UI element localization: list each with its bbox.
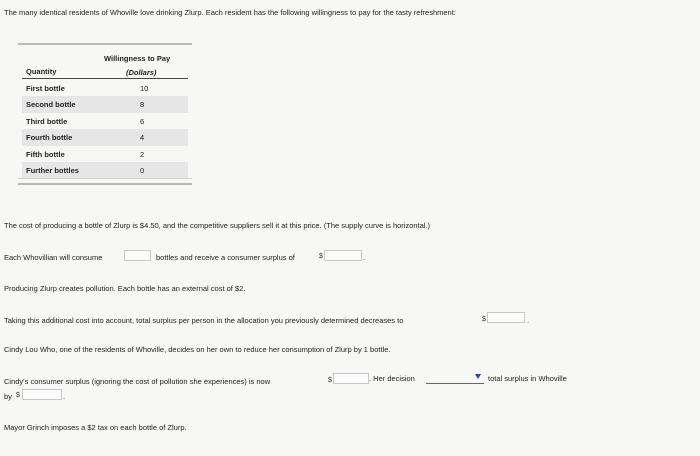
q1-period: . — [363, 253, 366, 262]
table-row — [22, 146, 188, 163]
header-wtp: Willingness to Pay — [104, 54, 171, 63]
table-top-border — [18, 43, 192, 45]
bottles-consumed-input[interactable] — [124, 250, 151, 261]
header-quantity: Quantity — [26, 67, 57, 76]
row-wtp: 0 — [140, 166, 145, 175]
row-wtp: 10 — [140, 84, 149, 93]
decision-dropdown[interactable] — [426, 370, 486, 384]
q2-period: . — [527, 316, 530, 325]
q1-text-middle: bottles and receive a consumer surplus of — [156, 253, 295, 262]
q1-text-before: Each Whovillian will consume — [4, 253, 103, 262]
supply-text: The cost of producing a bottle of Zlurp is $4.50, and the competitive suppliers sell it at this price. (The supply curve is horizontal.) — [4, 221, 431, 230]
q2-dollar-sign: $ — [482, 316, 486, 323]
total-surplus-input[interactable] — [487, 312, 525, 323]
q3-period: . — [63, 392, 66, 401]
row-quantity: Further bottles — [26, 166, 79, 175]
row-wtp: 4 — [140, 133, 145, 142]
pollution-text: Producing Zlurp creates pollution. Each bottle has an external cost of $2. — [4, 284, 246, 293]
q3-by: by — [4, 392, 12, 401]
q2-text: Taking this additional cost into account, total surplus per person in the allocation you previously determined decreases to — [4, 316, 404, 325]
row-wtp: 6 — [140, 117, 145, 126]
table-row — [22, 96, 188, 113]
row-quantity: First bottle — [26, 84, 65, 93]
row-quantity: Second bottle — [26, 100, 76, 109]
table-bottom-rule — [18, 178, 192, 179]
q3-dollar-sign: $ — [328, 377, 332, 384]
row-quantity: Fourth bottle — [26, 133, 73, 142]
cindy-surplus-input[interactable] — [333, 373, 369, 384]
table-row — [22, 80, 188, 97]
tax-text: Mayor Grinch imposes a $2 tax on each bottle of Zlurp. — [4, 423, 187, 432]
q3-text-after: total surplus in Whoville — [488, 374, 567, 383]
cindy-text: Cindy Lou Who, one of the residents of Whoville, decides on her own to reduce her consumption of Zlurp by 1 bottle. — [4, 345, 391, 354]
table-bottom-border — [18, 183, 192, 185]
surplus-change-input[interactable] — [22, 389, 62, 400]
row-wtp: 2 — [140, 150, 145, 159]
q3-text-middle: . Her decision — [369, 374, 415, 383]
header-divider — [22, 78, 188, 79]
header-dollars: (Dollars) — [126, 68, 157, 77]
q3-text-before: Cindy's consumer surplus (ignoring the cost of pollution she experiences) is now — [4, 377, 271, 386]
row-quantity: Third bottle — [26, 117, 68, 126]
q1-dollar-sign: $ — [319, 253, 323, 260]
consumer-surplus-input[interactable] — [324, 250, 362, 261]
row-quantity: Fifth bottle — [26, 150, 65, 159]
row-wtp: 8 — [140, 100, 145, 109]
q3-dollar-sign-2: $ — [16, 392, 20, 399]
intro-text: The many identical residents of Whoville love drinking Zlurp. Each resident has the following willingness to pay for the tasty refreshment: — [4, 8, 456, 17]
table-row — [22, 113, 188, 130]
table-row — [22, 129, 188, 146]
table-row — [22, 162, 188, 179]
